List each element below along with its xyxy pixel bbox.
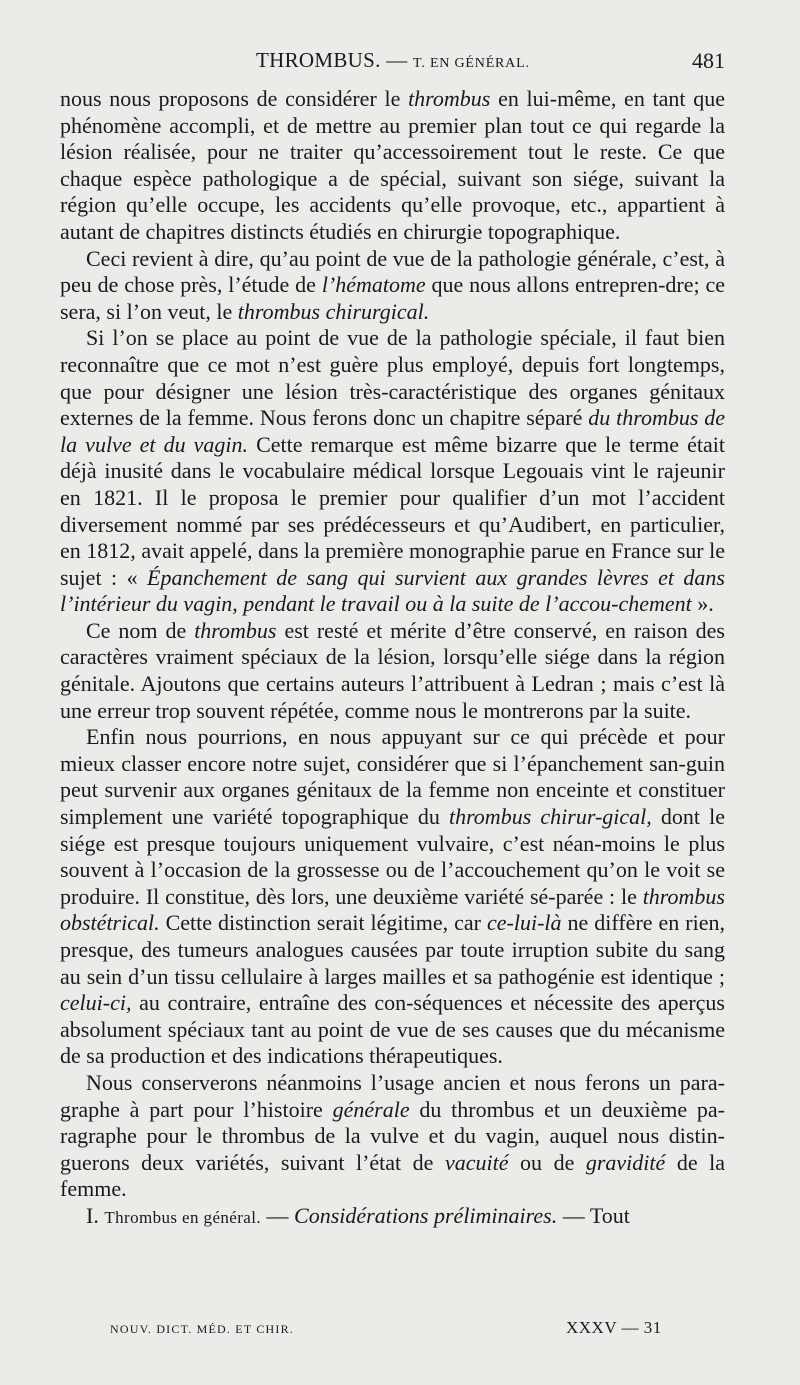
text-run: en lui-même, en tant que phénomène accompli, et de mettre au premier plan tout ce qui regarde la lésion réalisée, pour ne traiter qu’accessoirement tout le reste. Ce que chaque espèce pathologique a de spécial, suivant son siége, suivant la région qu’elle occupe, les accidents qu’elle provoque, etc., appartient à autant de chapitres distincts étudiés en chirurgie topographique. [60, 86, 725, 244]
text-run: ou de [508, 1149, 586, 1175]
section-title: Thrombus en général. [104, 1207, 262, 1227]
footer-sheet-number: XXXV — 31 [566, 1318, 662, 1337]
paragraph-4 [60, 618, 725, 724]
italic-run: thrombus [194, 617, 277, 643]
text-run: Cette distinction serait légitime, car [159, 910, 488, 936]
italic-run: thrombus obstétrical. [60, 883, 725, 936]
text-run: que nous allons entrepren-dre; ce sera, si l’on veut, le [60, 272, 725, 324]
italic-run: vacuité [444, 1149, 509, 1175]
section-number: I. [86, 1202, 105, 1228]
italic-run: l’hématome [321, 272, 426, 298]
section-heading [60, 1203, 725, 1232]
italic-run: générale [332, 1096, 410, 1122]
section-dash: — [557, 1202, 590, 1228]
text-run: au contraire, entraîne des con-séquences et nécessite des aperçus absolument spéciaux tant au point de vue de ses causes que du mécanisme de sa production et des indications thérapeutiques. [60, 990, 725, 1069]
italic-run: thrombus [408, 86, 491, 111]
italic-run: ce-lui-là [487, 910, 562, 936]
italic-run: celui-ci, [60, 990, 132, 1016]
running-title-main: THROMBUS. — [256, 48, 414, 72]
italic-run: thrombus chirur-gical, [448, 804, 652, 830]
section-trailing-text: Tout [589, 1202, 630, 1228]
text-run: dont le siége est presque toujours uniquement vulvaire, c’est néan-moins le plus souvent à l’occasion de la grossesse ou de l’accouchement qu’on le voit se produire. Il constitue, dès lors, une deuxième variété sé-parée : le [60, 804, 725, 909]
footer-signature: NOUV. DICT. MÉD. ET CHIR. [110, 1322, 295, 1336]
text-run: du thrombus et un deuxième pa-ragraphe pour le thrombus de la vulve et du vagin, auquel nous distin-guerons deux variétés, suivant l’état de [60, 1096, 726, 1175]
section-dash: — [261, 1202, 295, 1228]
text-run: ». [691, 591, 714, 617]
page-header [60, 44, 725, 78]
paragraph-2 [60, 246, 725, 326]
page-number: 481 [692, 48, 725, 73]
page-footer [110, 1318, 670, 1344]
text-run: de la femme. [60, 1149, 725, 1202]
text-run: Si l’on se place au point de vue de la pathologie spéciale, il faut bien reconnaître que ce mot n’est guère plus employé, depuis fort longtemps, que pour désigner une lésion très-caractéristique des organes génitaux externes de la femme. Nous ferons donc un chapitre séparé [60, 325, 725, 431]
text-run: Ceci revient à dire, qu’au point de vue de la pathologie générale, c’est, à peu de chose près, l’étude de [60, 245, 725, 298]
section-subtitle: Considérations préliminaires. [294, 1202, 558, 1228]
italic-run: gravidité [585, 1149, 666, 1175]
running-title-sub: T. EN GÉNÉRAL. [413, 56, 530, 71]
italic-run: Épanchement de sang qui survient aux grandes lèvres et dans l’intérieur du vagin, pendant le travail ou à la suite de l’accou-chement [60, 564, 725, 617]
paragraph-1 [60, 86, 725, 246]
italic-run: thrombus chirurgical. [237, 298, 430, 324]
text-run: Cette remarque est même bizarre que le terme était déjà inusité dans le vocabulaire médical lorsque Legouais vint le rajeunir en 1821. Il le proposa le premier pour qualifier d’un mot l’accident diversement nommé par ses prédécesseurs et qu’Audibert, en particulier, en 1812, avait appelé, dans la première monographie parue en France sur le sujet : « [60, 431, 725, 590]
paragraph-3 [60, 325, 725, 618]
running-title [256, 48, 530, 73]
text-run: nous nous proposons de considérer le [60, 86, 409, 111]
body-text [60, 86, 725, 1232]
paragraph-5 [60, 724, 725, 1070]
text-run: Nous conserverons néanmoins l’usage ancien et nous ferons un para-graphe à part pour l’histoire [60, 1069, 725, 1122]
text-run: Ce nom de [86, 617, 195, 643]
italic-run: du thrombus de la vulve et du vagin. [60, 405, 726, 457]
text-run: Enfin nous pourrions, en nous appuyant sur ce qui précède et pour mieux classer encore notre sujet, considérer que si l’épanchement san-guin peut survenir aux organes génitaux de la femme non enceinte et constituer simplement une variété topographique du [60, 724, 725, 830]
text-run: ne diffère en rien, presque, des tumeurs analogues causées par toute irruption subite du sang au sein d’un tissu cellulaire à larges mailles et sa pathogénie est identique ; [60, 910, 725, 989]
text-run: est resté et mérite d’être conservé, en raison des caractères vraiment spéciaux de la lésion, lorsqu’elle siége dans la région génitale. Ajoutons que certains auteurs l’attribuent à Ledran ; mais c’est là une erreur trop souvent répétée, comme nous le montrerons par la suite. [60, 617, 725, 723]
paragraph-6 [60, 1070, 725, 1203]
